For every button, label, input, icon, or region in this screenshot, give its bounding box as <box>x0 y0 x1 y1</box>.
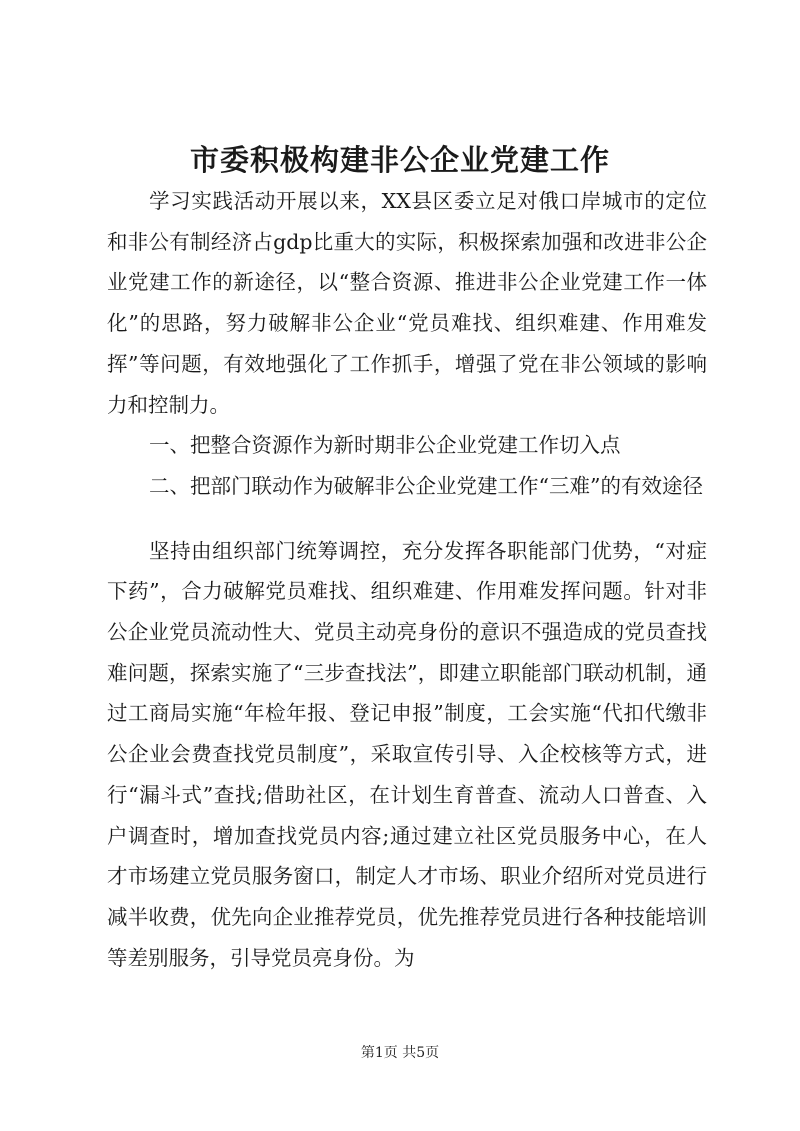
section-heading-1: 一、把整合资源作为新时期非公企业党建工作切入点 <box>149 433 621 458</box>
page-footer: 第1页 共5页 <box>360 1045 440 1061</box>
intro-paragraph: 学习实践活动开展以来，XX县区委立足对俄口岸城市的定位和非公有制经济占gdp比重大的实际，积极探索加强和改进非公企业党建工作的新途径，以“整合资源、推进非公企业党建工作一体化”的思路，努力破解非公企业“党员难找、组织难建、作用难发挥”等问题，有效地强化了工作抓手，增强了党在非公领域的影响力和控制力。 <box>107 189 707 417</box>
body-paragraph: 坚持由组织部门统筹调控，充分发挥各职能部门优势，“对症下药”，合力破解党员难找、组织难建、作用难发挥问题。针对非公企业党员流动性大、党员主动亮身份的意识不强造成的党员查找难问题，探索实施了“三步查找法”，即建立职能部门联动机制，通过工商局实施“年检年报、登记申报”制度，工会实施“代扣代缴非公企业会费查找党员制度”，采取宣传引导、入企校核等方式，进行“漏斗式”查找;借助社区，在计划生育普查、流动人口普查、入户调查时，增加查找党员内容;通过建立社区党员服务中心，在人才市场建立党员服务窗口，制定人才市场、职业介绍所对党员进行减半收费，优先向企业推荐党员，优先推荐党员进行各种技能培训等差别服务，引导党员亮身份。为 <box>107 538 707 970</box>
document-body <box>107 181 707 978</box>
page-title: 市委积极构建非公企业党建工作 <box>189 143 610 177</box>
section-heading-2: 二、把部门联动作为破解非公企业党建工作“三难”的有效途径 <box>149 473 703 498</box>
